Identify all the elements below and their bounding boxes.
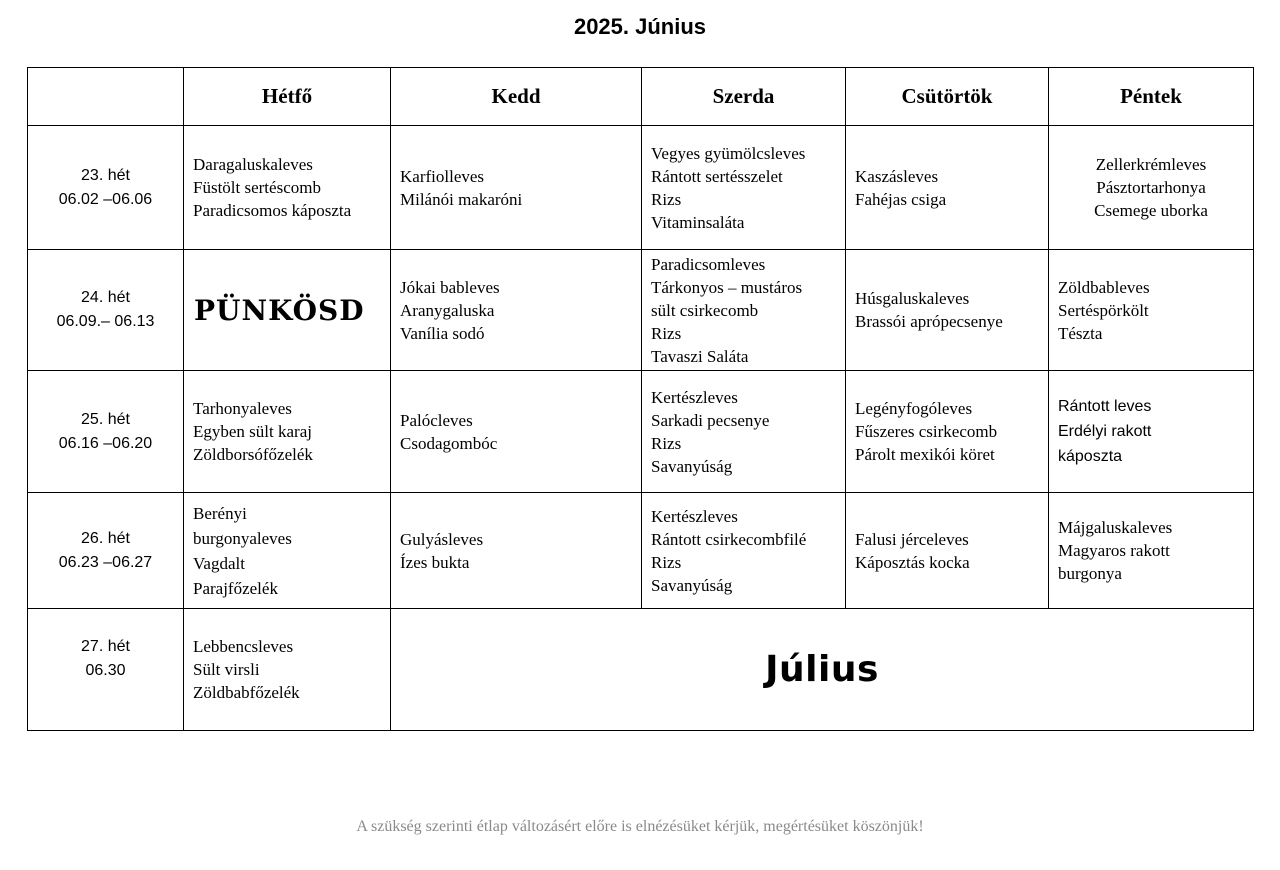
dish: Brassói aprópecsenye bbox=[855, 312, 1003, 331]
header-corner bbox=[28, 68, 184, 126]
week-number: 25. hét bbox=[81, 410, 130, 428]
dish: Fahéjas csiga bbox=[855, 189, 947, 209]
next-month-label: Július bbox=[391, 609, 1254, 731]
dish: Füstölt sertéscomb bbox=[193, 178, 321, 197]
dish: Lebbencsleves bbox=[193, 637, 294, 656]
dish: Zöldbabfőzelék bbox=[193, 683, 300, 702]
dish: Berényi bbox=[193, 503, 247, 523]
week-cell bbox=[28, 609, 184, 731]
week-row bbox=[28, 493, 1254, 609]
dish: káposzta bbox=[1058, 448, 1123, 465]
dish: Karfiolleves bbox=[400, 166, 485, 186]
week-cell bbox=[28, 126, 184, 250]
dish: Sült virsli bbox=[193, 660, 260, 679]
menu-cell-friday bbox=[1049, 371, 1254, 493]
dish: Káposztás kocka bbox=[855, 552, 970, 572]
dish: Csodagombóc bbox=[400, 433, 498, 453]
dish: Kertészleves bbox=[651, 387, 738, 407]
week-dates: 06.16 –06.20 bbox=[58, 434, 153, 452]
week-dates: 06.30 bbox=[85, 662, 126, 679]
menu-cell-thursday bbox=[846, 250, 1049, 371]
dish: Tárkonyos – mustáros bbox=[651, 277, 803, 297]
dish: Milánói makaróni bbox=[400, 189, 523, 209]
dish: Palócleves bbox=[400, 410, 473, 430]
dish: sült csirkecomb bbox=[651, 300, 759, 320]
dish: Rizs bbox=[651, 552, 682, 572]
header-row bbox=[28, 68, 1254, 126]
header-friday: Péntek bbox=[1049, 68, 1254, 126]
dish: Zöldborsófőzelék bbox=[193, 445, 313, 464]
dish: Tészta bbox=[1058, 323, 1103, 343]
dish: Sarkadi pecsenye bbox=[651, 410, 770, 430]
header-wednesday: Szerda bbox=[642, 68, 846, 126]
dish: Magyaros rakott bbox=[1058, 541, 1170, 560]
menu-cell-monday bbox=[184, 493, 391, 609]
menu-cell-tuesday bbox=[391, 493, 642, 609]
dish: Vitaminsaláta bbox=[651, 212, 745, 232]
menu-cell-tuesday bbox=[391, 126, 642, 250]
menu-cell-friday bbox=[1049, 493, 1254, 609]
dish: Tarhonyaleves bbox=[193, 399, 292, 418]
menu-cell-tuesday bbox=[391, 250, 642, 371]
dish: Fűszeres csirkecomb bbox=[855, 422, 998, 441]
dish: Savanyúság bbox=[651, 456, 733, 476]
page-title: 2025. Június bbox=[573, 14, 707, 39]
dish: Vagdalt bbox=[193, 553, 245, 573]
menu-cell-thursday bbox=[846, 371, 1049, 493]
dish: Rizs bbox=[651, 433, 682, 453]
week-dates: 06.09.– 06.13 bbox=[56, 313, 155, 330]
week-number: 23. hét bbox=[81, 166, 130, 184]
week-row bbox=[28, 250, 1254, 371]
dish: burgonyaleves bbox=[193, 528, 292, 548]
dish: Zellerkrémleves bbox=[1095, 155, 1207, 174]
menu-cell-monday bbox=[184, 371, 391, 493]
menu-cell-wednesday bbox=[642, 493, 846, 609]
dish: Ízes bukta bbox=[400, 552, 470, 572]
dish: Rizs bbox=[651, 323, 682, 343]
footer-note: A szükség szerinti étlap változásért előre is elnézésüket kérjük, megértésüket köszönjük! bbox=[356, 818, 924, 835]
dish: Rizs bbox=[651, 189, 682, 209]
week-cell bbox=[28, 493, 184, 609]
dish: Rántott csirkecombfilé bbox=[651, 529, 807, 549]
header-monday: Hétfő bbox=[184, 68, 391, 126]
dish: Erdélyi rakott bbox=[1058, 423, 1152, 440]
week-number: 24. hét bbox=[81, 289, 130, 306]
dish: Vanília sodó bbox=[400, 323, 485, 343]
dish: Savanyúság bbox=[651, 575, 733, 595]
weekly-menu-table bbox=[27, 67, 1254, 731]
dish: Kertészleves bbox=[651, 506, 738, 526]
week-row bbox=[28, 126, 1254, 250]
menu-cell-monday bbox=[184, 126, 391, 250]
dish: Csemege uborka bbox=[1094, 201, 1208, 220]
dish: Falusi jérceleves bbox=[855, 529, 969, 549]
dish: Tavaszi Saláta bbox=[651, 346, 749, 366]
dish: Paradicsomleves bbox=[651, 254, 766, 274]
week-cell bbox=[28, 250, 184, 371]
menu-cell-thursday bbox=[846, 126, 1049, 250]
week-row bbox=[28, 609, 1254, 731]
menu-cell-monday bbox=[184, 609, 391, 731]
menu-cell-thursday bbox=[846, 493, 1049, 609]
dish: Jókai bableves bbox=[400, 277, 500, 297]
week-row bbox=[28, 371, 1254, 493]
week-number: 27. hét bbox=[81, 638, 130, 655]
dish: Legényfogóleves bbox=[855, 399, 973, 418]
dish: Pásztortarhonya bbox=[1096, 178, 1206, 197]
menu-cell-wednesday bbox=[642, 371, 846, 493]
dish: Húsgaluskaleves bbox=[855, 289, 970, 308]
dish: Aranygaluska bbox=[400, 300, 495, 320]
dish: Egyben sült karaj bbox=[193, 422, 312, 441]
menu-cell-friday bbox=[1049, 250, 1254, 371]
menu-cell-wednesday bbox=[642, 250, 846, 371]
dish: Gulyásleves bbox=[400, 529, 484, 549]
week-number: 26. hét bbox=[81, 529, 130, 547]
dish: Rántott leves bbox=[1058, 398, 1152, 415]
dish: Zöldbableves bbox=[1058, 277, 1150, 297]
dish: Parajfőzelék bbox=[193, 578, 278, 598]
week-dates: 06.02 –06.06 bbox=[58, 190, 153, 208]
week-cell bbox=[28, 371, 184, 493]
header-tuesday: Kedd bbox=[391, 68, 642, 126]
menu-cell-tuesday bbox=[391, 371, 642, 493]
dish: Májgaluskaleves bbox=[1058, 518, 1173, 537]
dish: Rántott sertésszelet bbox=[651, 166, 783, 186]
menu-cell-wednesday bbox=[642, 126, 846, 250]
dish: burgonya bbox=[1058, 564, 1122, 583]
dish: Sertéspörkölt bbox=[1058, 300, 1149, 320]
dish: Kaszásleves bbox=[855, 166, 939, 186]
dish: Párolt mexikói köret bbox=[855, 445, 995, 464]
holiday-cell: PÜNKÖSD bbox=[184, 250, 391, 371]
dish: Vegyes gyümölcsleves bbox=[651, 143, 806, 163]
header-thursday: Csütörtök bbox=[846, 68, 1049, 126]
menu-cell-friday bbox=[1049, 126, 1254, 250]
week-dates: 06.23 –06.27 bbox=[58, 553, 153, 571]
dish: Paradicsomos káposzta bbox=[193, 201, 352, 220]
dish: Daragaluskaleves bbox=[193, 155, 313, 174]
